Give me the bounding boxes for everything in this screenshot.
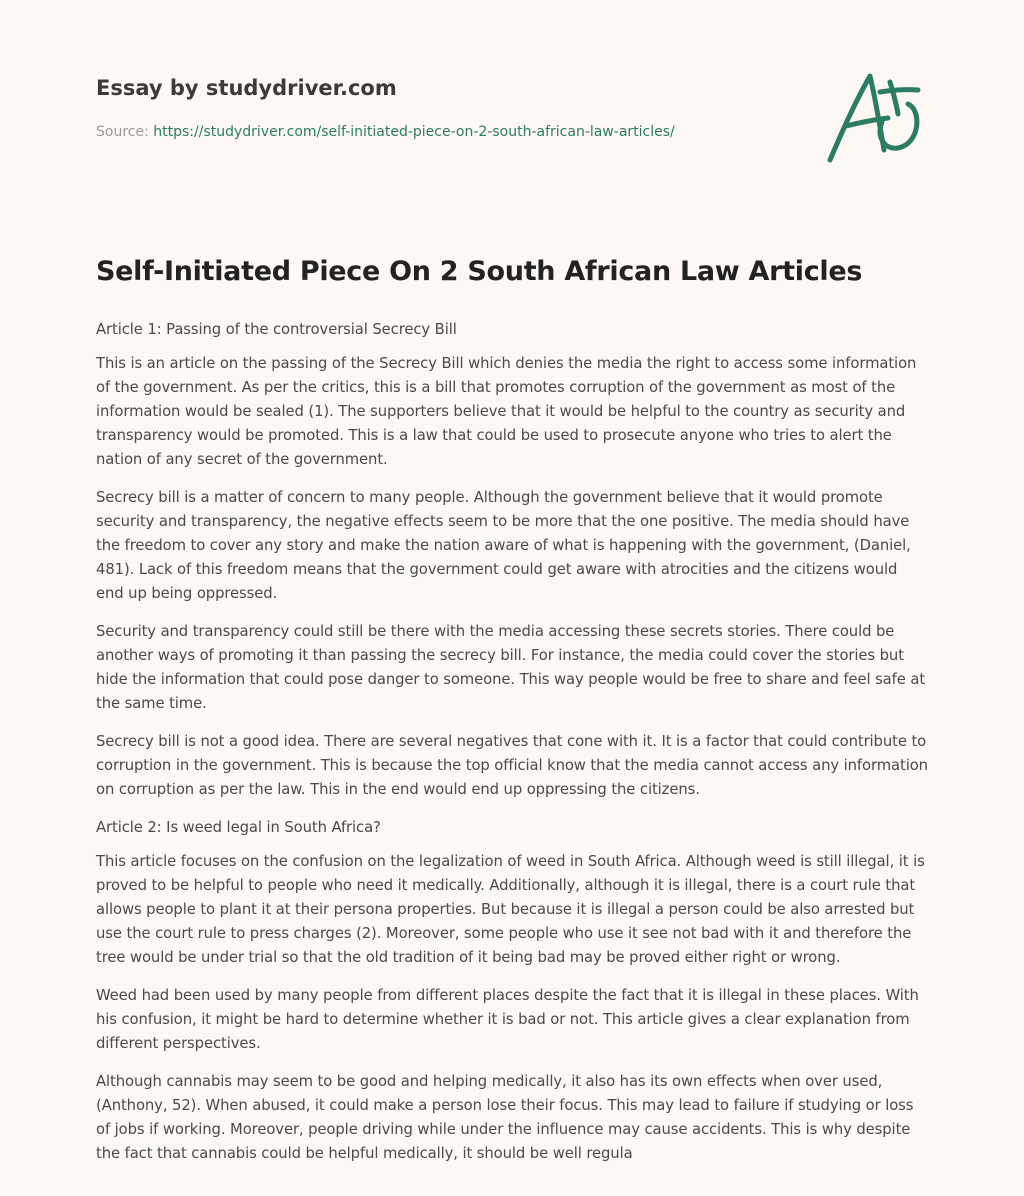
paragraph: Weed had been used by many people from different places despite the fact that it is illegal in these places. With his confusion, it might be hard to determine whether it is bad or not. This article gives a clear explanation from different perspectives. — [96, 987, 919, 1052]
article-2-heading: Article 2: Is weed legal in South Africa? — [96, 819, 381, 836]
paragraph: Security and transparency could still be there with the media accessing these secrets stories. There could be another ways of promoting it than passing the secrecy bill. For instance, the media could cover the stories but hide the information that could pose danger to someone. This way people would be free to share and feel safe at the same time. — [96, 623, 926, 712]
paragraph: Secrecy bill is not a good idea. There are several negatives that cone with it. It is a factor that could contribute to corruption in the government. This is because the top official know that the media cannot access any information on corruption as per the law. This in the end would end up oppressing the citizens. — [96, 733, 928, 798]
site-title: Essay by studydriver.com — [96, 76, 397, 100]
paragraph: This article focuses on the confusion on the legalization of weed in South Africa. Although weed is still illegal, it is proved to be helpful to people who need it medically. Additionally, although it is illegal, there is a court rule that allows people to plant it at their persona properties. But because it is illegal a person could be also arrested but use the court rule to press charges (2). Moreover, some people who use it see not bad with it and therefore the tree would be under trial so that the old tradition of it being bad may be proved either right or wrong. — [96, 853, 925, 966]
source-line — [96, 124, 675, 140]
source-label: Source: — [96, 124, 154, 140]
paragraph: Although cannabis may seem to be good and helping medically, it also has its own effects when over used, (Anthony, 52). When abused, it could make a person lose their focus. This may lead to failure if studying or loss of jobs if working. Moreover, people driving while under the influence may cause accidents. This is why despite the fact that cannabis could be helpful medically, it should be well regula — [96, 1073, 914, 1162]
source-link[interactable]: https://studydriver.com/self-initiated-piece-on-2-south-african-law-articles/ — [153, 124, 675, 140]
a-plus-logo-icon — [824, 68, 928, 168]
article-1-heading: Article 1: Passing of the controversial Secrecy Bill — [96, 321, 457, 338]
essay-page — [96, 0, 928, 1162]
essay-title: Self-Initiated Piece On 2 South African Law Articles — [96, 256, 863, 287]
paragraph: This is an article on the passing of the Secrecy Bill which denies the media the right to access some information of the government. As per the critics, this is a bill that promotes corruption of the government as most of the information would be sealed (1). The supporters believe that it would be helpful to the country as security and transparency would be promoted. This is a law that could be used to prosecute anyone who tries to alert the nation of any secret of the government. — [96, 355, 917, 468]
page-header — [96, 0, 928, 200]
paragraph: Secrecy bill is a matter of concern to many people. Although the government believe that it would promote security and transparency, the negative effects seem to be more that the one positive. The media should have the freedom to cover any story and make the nation aware of what is happening with the government, (Daniel, 481). Lack of this freedom means that the government could get aware with atrocities and the citizens would end up being oppressed. — [96, 489, 911, 602]
essay-body — [96, 318, 928, 1180]
